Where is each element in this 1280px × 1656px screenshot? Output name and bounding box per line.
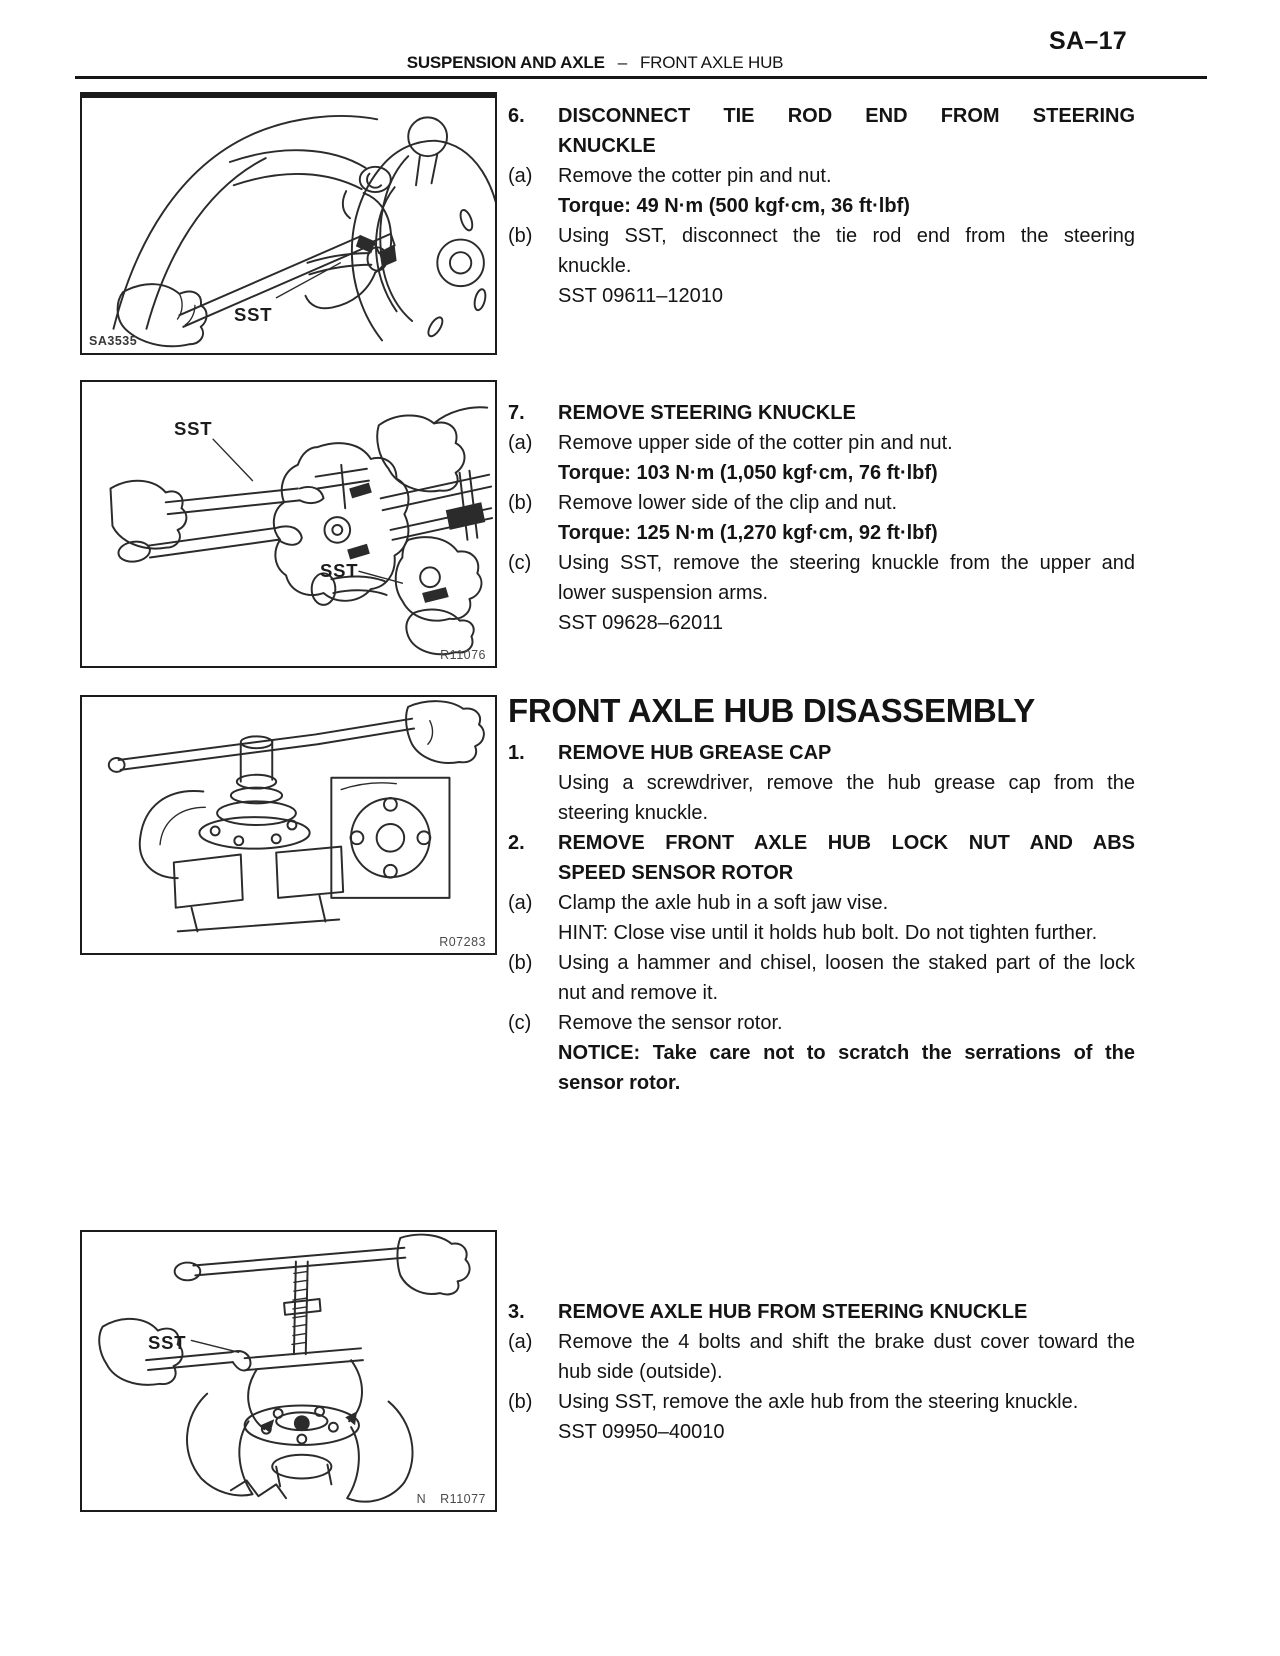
torque-spec: Torque: 125 N·m (1,270 kgf·cm, 92 ft·lbf) (558, 522, 938, 544)
substep-text: Remove the cotter pin and nut. (558, 165, 832, 187)
step-title-line: REMOVE FRONT AXLE HUB LOCK NUT AND ABS (558, 832, 1135, 854)
step-title-line: REMOVE HUB GREASE CAP (558, 742, 832, 764)
breadcrumb (75, 53, 1115, 73)
substep-label: (a) (508, 432, 533, 454)
breadcrumb-section: SUSPENSION AND AXLE (406, 53, 605, 72)
step-title-line: DISCONNECT TIE ROD END FROM STEERING (558, 105, 1135, 127)
substep-text: hub side (outside). (558, 1361, 723, 1383)
notice-text: NOTICE: Take care not to scratch the serrations of the (558, 1042, 1135, 1064)
sst-number: SST 09611–12010 (558, 285, 723, 307)
substep-label: (a) (508, 1331, 533, 1353)
substep-label: (b) (508, 952, 533, 974)
substep-text: Remove the 4 bolts and shift the brake dust cover toward the (558, 1331, 1135, 1353)
figure-code-number: R11077 (440, 1492, 486, 1506)
substep-text: Using SST, remove the steering knuckle from the upper and (558, 552, 1135, 574)
step-number: 1. (508, 742, 525, 764)
figure-3-illustration (82, 697, 495, 953)
figure-code: SA3535 (89, 334, 138, 348)
figure-code: R07283 (439, 935, 486, 949)
section-heading: FRONT AXLE HUB DISASSEMBLY (508, 692, 1035, 729)
figure-1-illustration (82, 98, 495, 353)
substep-text: Using SST, disconnect the tie rod end from the steering (558, 225, 1135, 247)
substep-text: knuckle. (558, 255, 632, 277)
breadcrumb-separator: – (617, 53, 627, 72)
step-number: 6. (508, 105, 525, 127)
figure-hub-grease-cap-vise (80, 695, 497, 955)
substep-text: Remove upper side of the cotter pin and nut. (558, 432, 953, 454)
substep-text: Remove the sensor rotor. (558, 1012, 783, 1034)
step-7 (508, 398, 1135, 638)
torque-spec: Torque: 103 N·m (1,050 kgf·cm, 76 ft·lbf) (558, 462, 938, 484)
substep-text: Clamp the axle hub in a soft jaw vise. (558, 892, 889, 914)
substep-label: (b) (508, 1391, 533, 1413)
figure-code-prefix: N (416, 1492, 427, 1506)
breadcrumb-subsection: FRONT AXLE HUB (639, 53, 784, 72)
disassembly-section (508, 694, 1135, 1098)
substep-label: (b) (508, 225, 533, 247)
hint-text: HINT: Close vise until it holds hub bolt. Do not tighten further. (558, 922, 1098, 944)
step-number: 7. (508, 402, 525, 424)
substep-label: (c) (508, 1012, 532, 1034)
figure-2-illustration (82, 382, 495, 666)
sst-number: SST 09628–62011 (558, 612, 723, 634)
figure-tie-rod-disconnect (80, 92, 497, 355)
step-text: steering knuckle. (558, 802, 709, 824)
step-text: Using a screwdriver, remove the hub grease cap from the (558, 772, 1135, 794)
figure-4-illustration (82, 1232, 495, 1510)
notice-text: sensor rotor. (558, 1072, 681, 1094)
step-title-line: REMOVE STEERING KNUCKLE (558, 402, 856, 424)
sst-label: SST (320, 560, 359, 581)
substep-label: (b) (508, 492, 533, 514)
substep-text: Remove lower side of the clip and nut. (558, 492, 898, 514)
torque-spec: Torque: 49 N·m (500 kgf·cm, 36 ft·lbf) (558, 195, 910, 217)
substep-text: Using SST, remove the axle hub from the steering knuckle. (558, 1391, 1079, 1413)
sst-label: SST (148, 1332, 187, 1353)
substep-text: lower suspension arms. (558, 582, 769, 604)
step-number: 2. (508, 832, 525, 854)
substep-text: Using a hammer and chisel, loosen the staked part of the lock (558, 952, 1135, 974)
substep-label: (a) (508, 165, 533, 187)
figure-code (417, 1492, 486, 1506)
header-rule (75, 76, 1207, 79)
sst-label: SST (174, 418, 213, 439)
step-title-line: KNUCKLE (558, 135, 656, 157)
figure-remove-axle-hub-sst (80, 1230, 497, 1512)
step-title-line: SPEED SENSOR ROTOR (558, 862, 794, 884)
step-3 (508, 1297, 1135, 1447)
step-6 (508, 101, 1135, 311)
figure-code: R11076 (440, 648, 486, 662)
step-number: 3. (508, 1301, 525, 1323)
page-number: SA–17 (1049, 27, 1127, 55)
sst-label: SST (234, 304, 273, 325)
step-title-line: REMOVE AXLE HUB FROM STEERING KNUCKLE (558, 1301, 1028, 1323)
substep-label: (a) (508, 892, 533, 914)
substep-text: nut and remove it. (558, 982, 719, 1004)
figure-remove-steering-knuckle (80, 380, 497, 668)
substep-label: (c) (508, 552, 532, 574)
sst-number: SST 09950–40010 (558, 1421, 725, 1443)
